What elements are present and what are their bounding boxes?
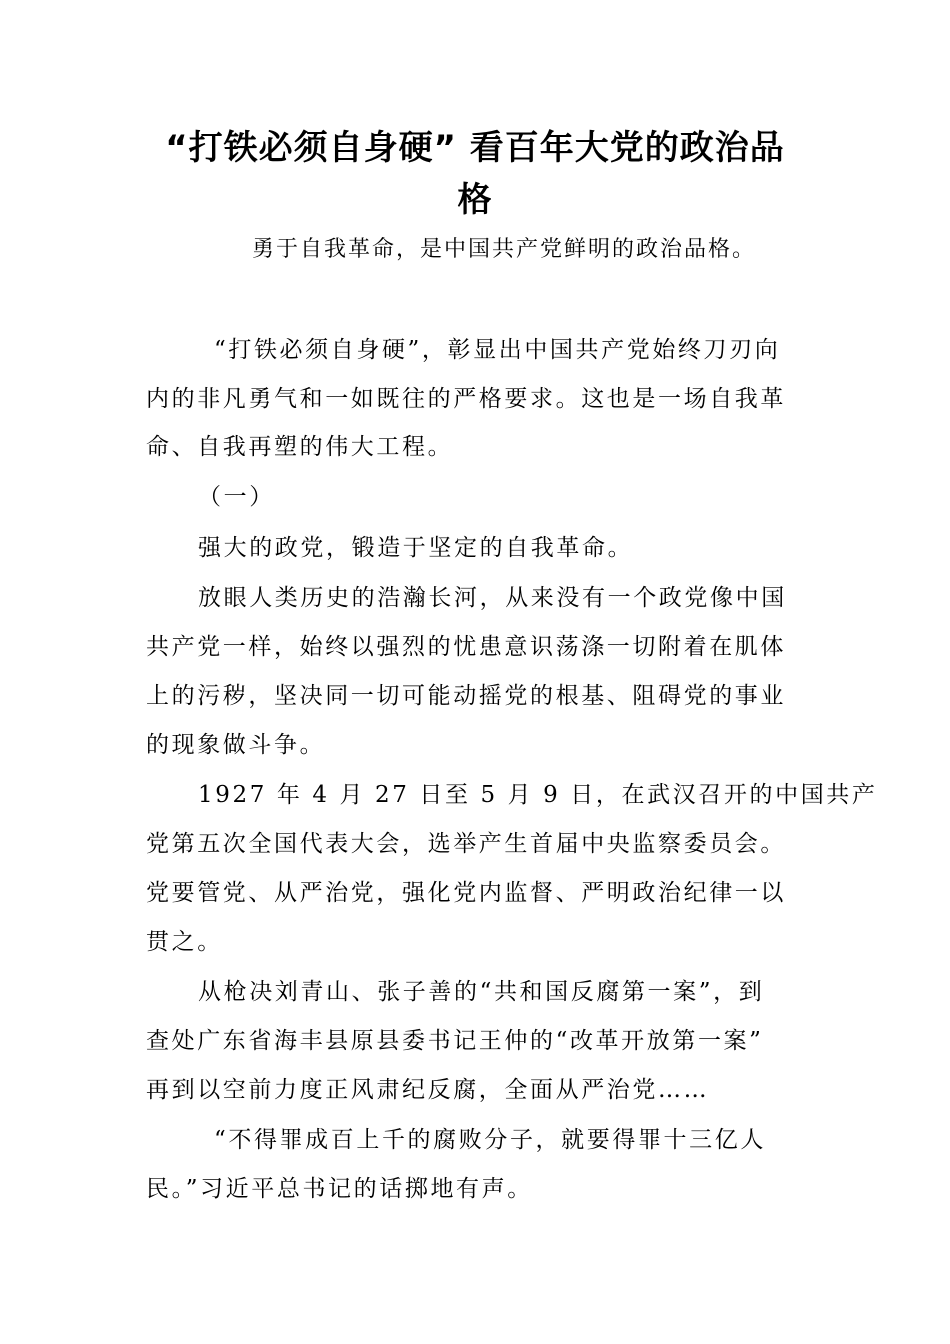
document-title-line-1: “打铁必须自身硬” 看百年大党的政治品 <box>165 128 785 168</box>
paragraph-3-line-3: 上的污秽，坚决同一切可能动摇党的根基、阻碍党的事业 <box>146 683 786 709</box>
paragraph-1-line-1: “打铁必须自身硬”，彰显出中国共产党始终刀刃向 <box>214 337 781 363</box>
paragraph-5-line-2: 查处广东省海丰县原县委书记王仲的“改革开放第一案” <box>146 1028 764 1054</box>
paragraph-4-line-2: 党第五次全国代表大会，选举产生首届中央监察委员会。 <box>146 831 786 857</box>
section-number: （一） <box>198 484 275 510</box>
paragraph-4-line-3: 党要管党、从严治党，强化党内监督、严明政治纪律一以 <box>146 880 786 906</box>
paragraph-4-line-1: 1927 年 4 月 27 日至 5 月 9 日，在武汉召开的中国共产 <box>198 782 878 808</box>
paragraph-1-line-2: 内的非凡勇气和一如既往的严格要求。这也是一场自我革 <box>146 386 786 412</box>
paragraph-6-line-1: “不得罪成百上千的腐败分子，就要得罪十三亿人 <box>214 1127 766 1153</box>
paragraph-5-line-1: 从枪决刘青山、张子善的“共和国反腐第一案”，到 <box>198 979 765 1005</box>
paragraph-1-line-3: 命、自我再塑的伟大工程。 <box>146 434 454 460</box>
document-title-line-2: 格 <box>457 180 493 220</box>
document-subtitle: 勇于自我革命，是中国共产党鲜明的政治品格。 <box>252 237 757 262</box>
paragraph-5-line-3: 再到以空前力度正风肃纪反腐，全面从严治党…… <box>146 1077 710 1103</box>
paragraph-3-line-2: 共产党一样，始终以强烈的忧患意识荡涤一切附着在肌体 <box>146 634 786 660</box>
paragraph-4-line-4: 贯之。 <box>146 929 223 955</box>
paragraph-3-line-4: 的现象做斗争。 <box>146 732 326 758</box>
paragraph-2-line-1: 强大的政党，锻造于坚定的自我革命。 <box>198 535 634 561</box>
paragraph-3-line-1: 放眼人类历史的浩瀚长河，从来没有一个政党像中国 <box>198 585 787 611</box>
paragraph-6-line-2: 民。”习近平总书记的话掷地有声。 <box>146 1176 533 1202</box>
